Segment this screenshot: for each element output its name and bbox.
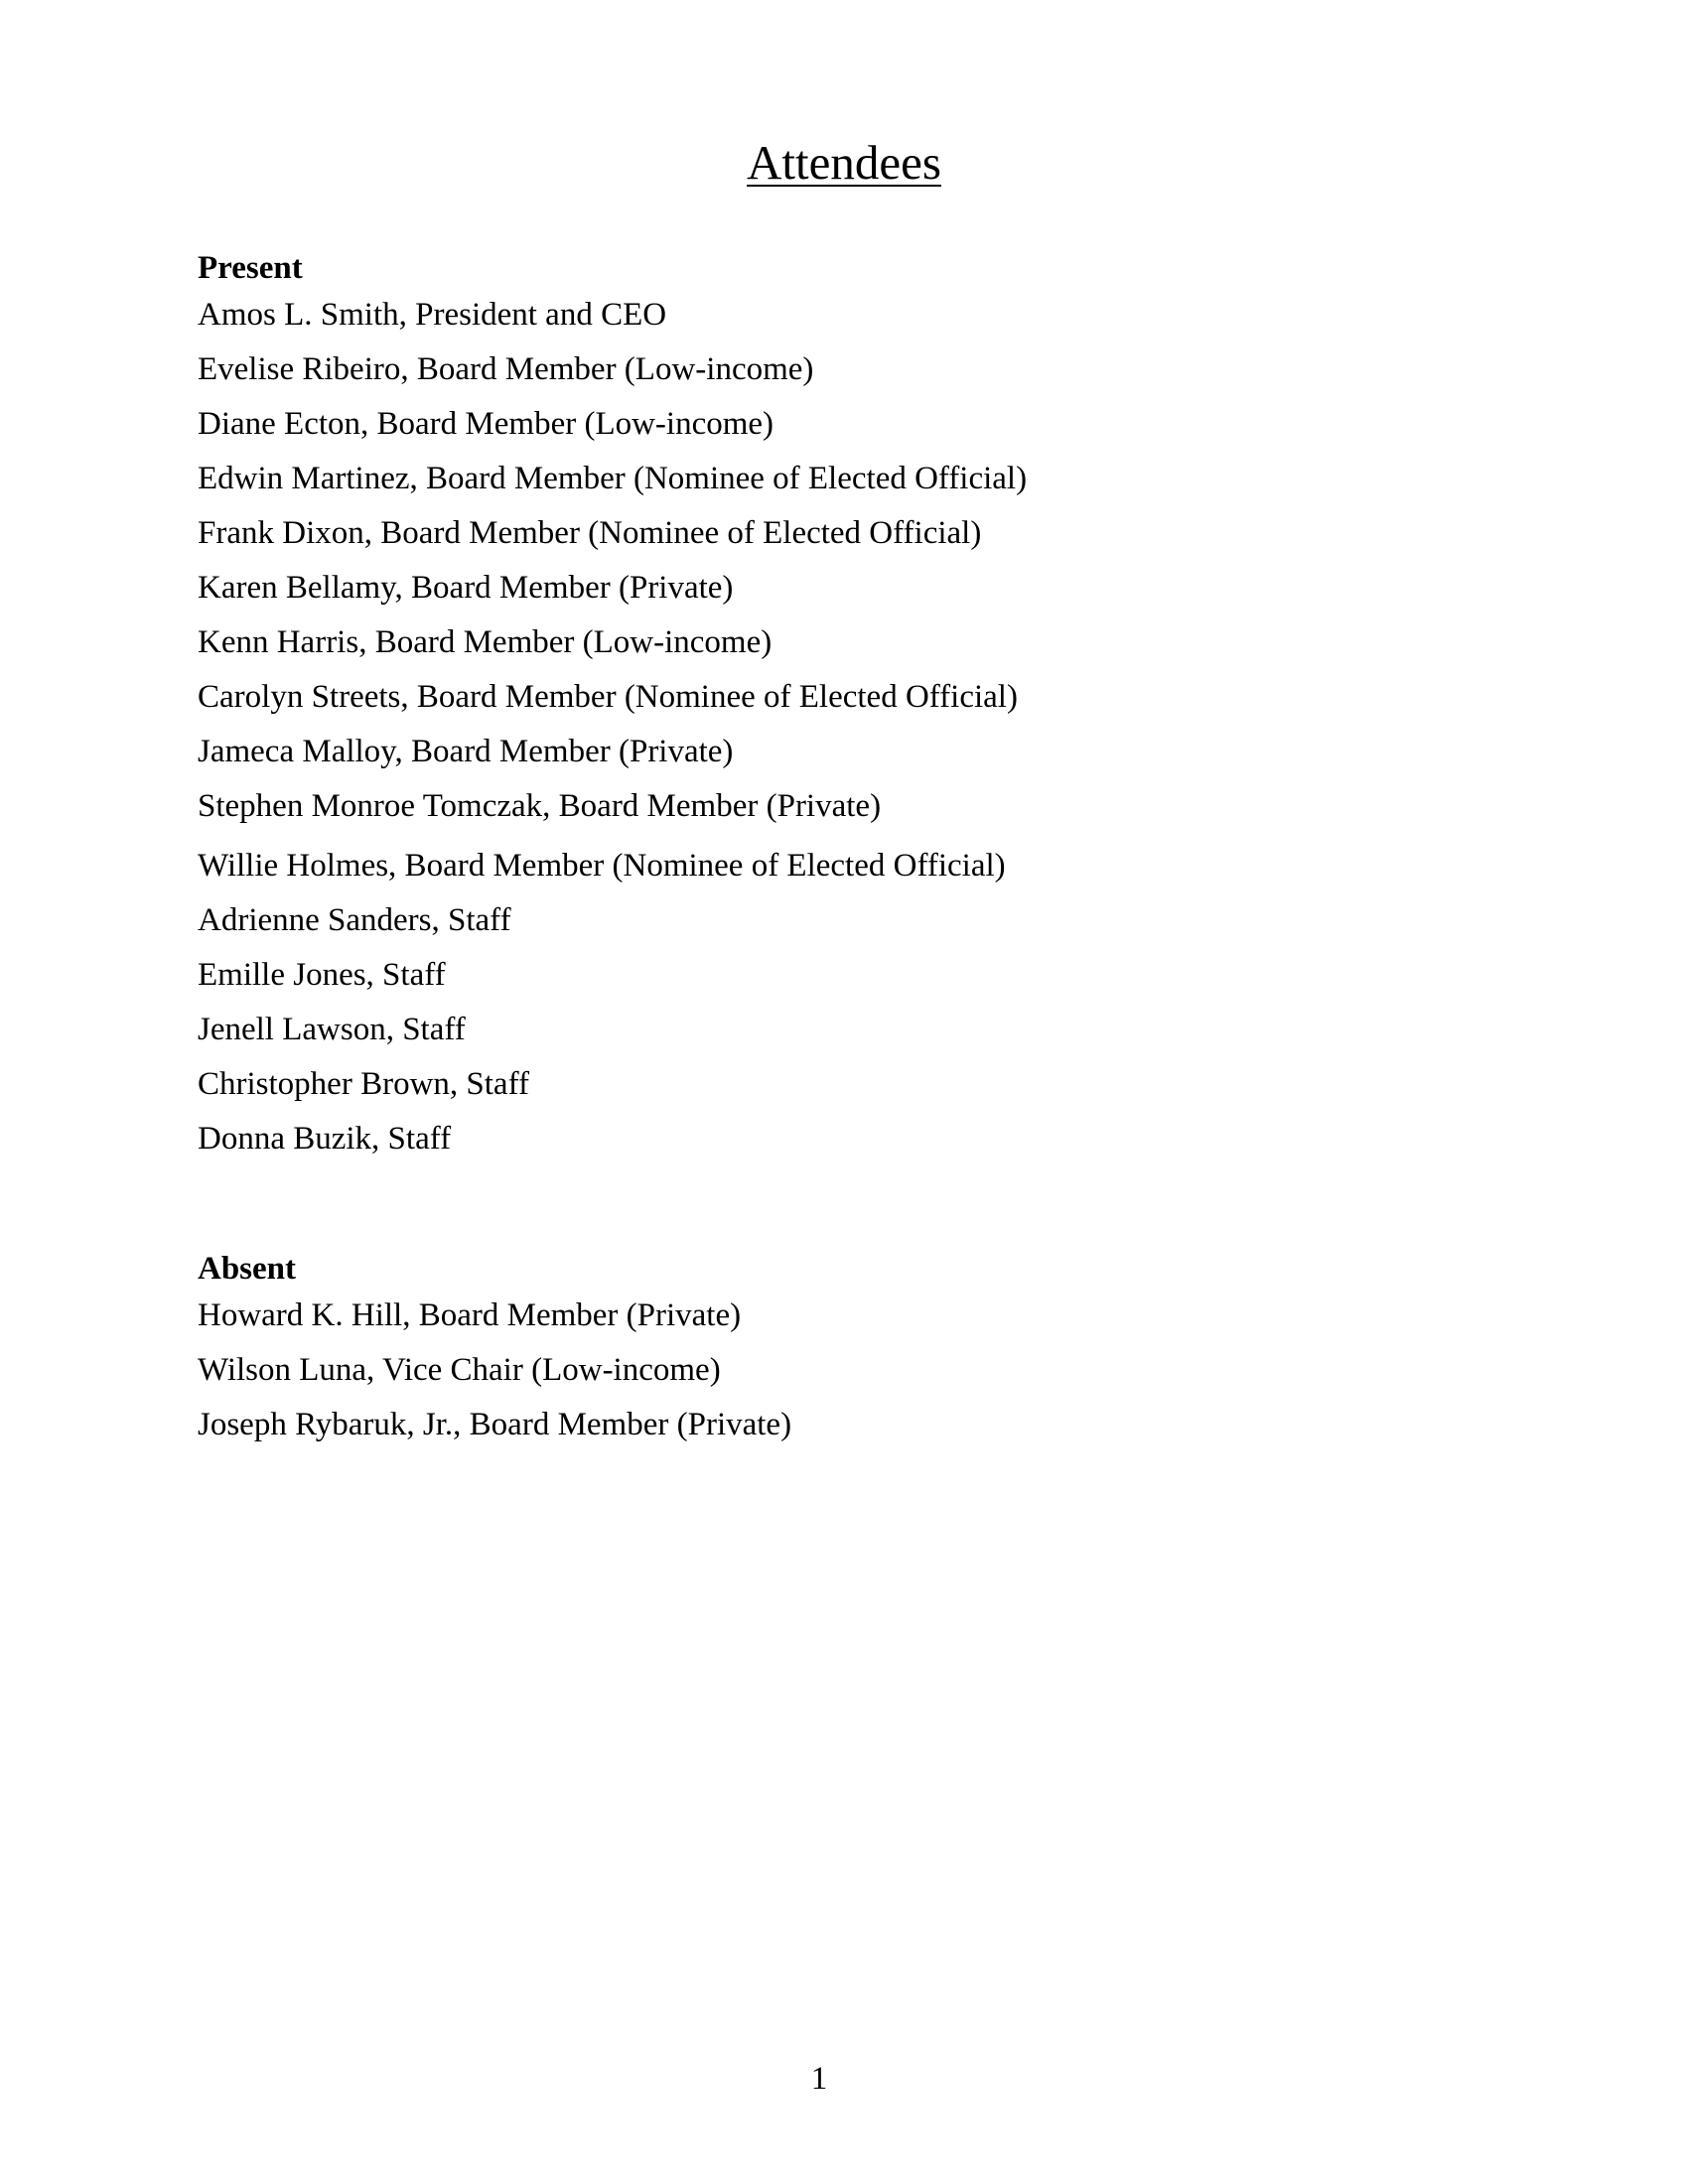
- attendee-item: Karen Bellamy, Board Member (Private): [198, 570, 734, 606]
- attendee-item: Kenn Harris, Board Member (Low-income): [198, 624, 773, 660]
- absent-section: [198, 1249, 1488, 1452]
- present-section: [198, 248, 1488, 1166]
- present-attendee-list: [198, 288, 1488, 1166]
- absent-attendee-list: [198, 1289, 1488, 1452]
- attendee-item: Diane Ecton, Board Member (Low-income): [198, 406, 774, 442]
- attendee-item: Jameca Malloy, Board Member (Private): [198, 734, 734, 769]
- attendee-item: Adrienne Sanders, Staff: [198, 902, 511, 938]
- attendee-item: Emille Jones, Staff: [198, 957, 446, 993]
- attendee-item: Willie Holmes, Board Member (Nominee of Elected Official): [198, 848, 1006, 884]
- attendee-item: Frank Dixon, Board Member (Nominee of Elected Official): [198, 515, 982, 551]
- attendee-item: Christopher Brown, Staff: [198, 1066, 529, 1102]
- attendee-item: Jenell Lawson, Staff: [198, 1012, 466, 1047]
- attendee-item: Edwin Martinez, Board Member (Nominee of Elected Official): [198, 461, 1028, 496]
- absent-heading: Absent: [198, 1251, 297, 1287]
- attendee-item: Joseph Rybaruk, Jr., Board Member (Private): [198, 1407, 792, 1442]
- attendee-item: Howard K. Hill, Board Member (Private): [198, 1297, 742, 1333]
- attendee-item: Amos L. Smith, President and CEO: [198, 297, 667, 333]
- attendee-item: Stephen Monroe Tomczak, Board Member (Private): [198, 788, 882, 824]
- attendee-item: Evelise Ribeiro, Board Member (Low-income): [198, 351, 814, 387]
- page-title: Attendees: [747, 135, 941, 190]
- present-heading: Present: [198, 250, 303, 286]
- attendee-item: Donna Buzik, Staff: [198, 1121, 452, 1157]
- page-number: 1: [810, 2061, 828, 2097]
- attendee-item: Carolyn Streets, Board Member (Nominee of Elected Official): [198, 679, 1018, 715]
- attendee-item: Wilson Luna, Vice Chair (Low-income): [198, 1352, 721, 1388]
